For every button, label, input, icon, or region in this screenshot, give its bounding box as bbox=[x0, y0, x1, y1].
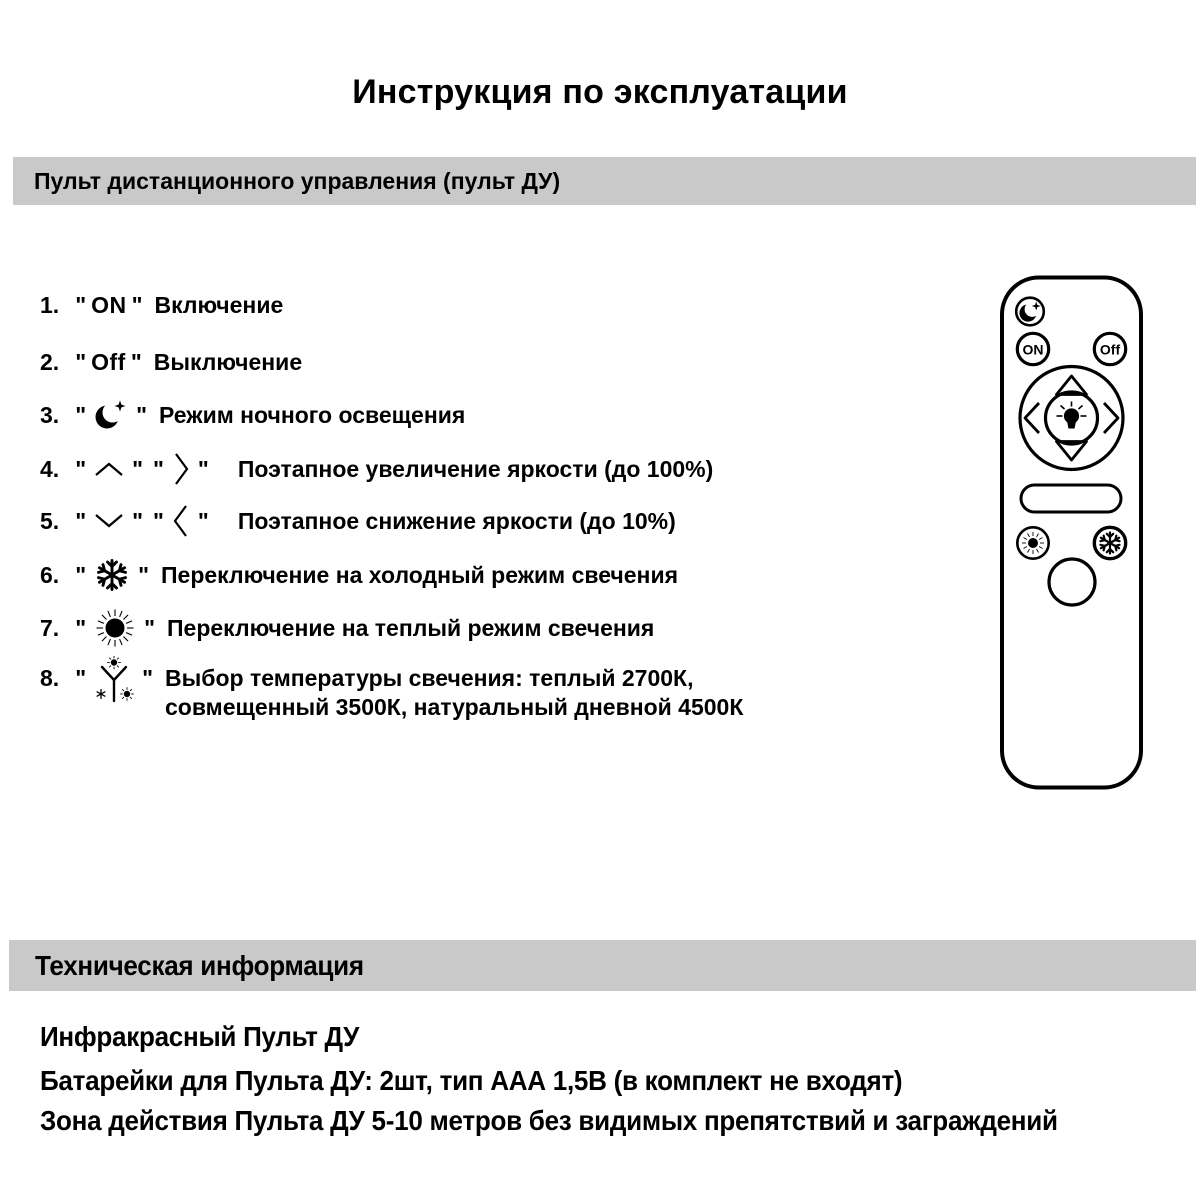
quote-mark: " bbox=[75, 561, 87, 588]
quote-mark: " bbox=[132, 507, 143, 534]
svg-text:Off: Off bbox=[1099, 341, 1121, 358]
section-heading-tech bbox=[9, 940, 1196, 991]
quote-mark: " bbox=[75, 348, 87, 375]
quote-mark: " bbox=[75, 291, 87, 318]
item-text: Режим ночного освещения bbox=[159, 401, 466, 428]
instruction-item-1 bbox=[40, 288, 283, 322]
quote-mark: " bbox=[197, 507, 209, 534]
quote-mark: " bbox=[75, 614, 87, 641]
instruction-item-4 bbox=[40, 452, 713, 486]
instruction-item-7 bbox=[40, 611, 654, 645]
quote-mark: " bbox=[197, 455, 209, 482]
remote-control-diagram bbox=[999, 275, 1145, 793]
quote-mark: " bbox=[142, 665, 153, 691]
quote-mark: " bbox=[132, 455, 143, 482]
item-number: 3. bbox=[40, 401, 60, 428]
temp-select-icon bbox=[93, 656, 135, 706]
item-text: Включение bbox=[154, 291, 284, 318]
quote-mark: " bbox=[130, 348, 142, 375]
tech-info-line-1: Инфракрасный Пульт ДУ bbox=[40, 1021, 360, 1052]
item-text: Переключение на теплый режим свечения bbox=[167, 614, 655, 641]
off-label: Off bbox=[91, 348, 126, 375]
item-number: 7. bbox=[40, 614, 60, 641]
instruction-item-3 bbox=[40, 398, 465, 432]
section-heading-tech-label: Техническая информация bbox=[35, 949, 364, 981]
on-label: ON bbox=[91, 291, 127, 318]
section-heading-remote bbox=[13, 157, 1196, 205]
instruction-item-2 bbox=[40, 345, 302, 379]
quote-mark: " bbox=[75, 401, 87, 428]
quote-mark: " bbox=[131, 291, 143, 318]
quote-mark: " bbox=[75, 507, 87, 534]
item-number: 2. bbox=[40, 348, 60, 375]
quote-mark: " bbox=[153, 507, 164, 534]
item-number: 8. bbox=[40, 665, 60, 691]
quote-mark: " bbox=[75, 455, 87, 482]
quote-mark: " bbox=[75, 665, 87, 691]
item-text-line-1: Выбор температуры свечения: теплый 2700К, bbox=[165, 665, 694, 691]
item-number: 6. bbox=[40, 561, 60, 588]
item-text: Переключение на холодный режим свечения bbox=[161, 561, 679, 588]
instruction-item-5 bbox=[40, 504, 676, 538]
tech-info-line-2: Батарейки для Пульта ДУ: 2шт, тип ААА 1,5В (в комплект не входят) bbox=[40, 1065, 903, 1096]
instruction-item-8 bbox=[40, 664, 743, 722]
svg-text:ON: ON bbox=[1022, 341, 1044, 358]
chevron-down-icon bbox=[93, 511, 125, 531]
item-number: 5. bbox=[40, 507, 60, 534]
moon-icon bbox=[93, 397, 129, 433]
sun-icon bbox=[93, 606, 137, 650]
item-text: Поэтапное увеличение яркости (до 100%) bbox=[237, 455, 714, 482]
quote-mark: " bbox=[138, 561, 149, 588]
instruction-item-6 bbox=[40, 558, 678, 592]
quote-mark: " bbox=[136, 401, 147, 428]
item-number: 1. bbox=[40, 291, 60, 318]
section-heading-remote-label: Пульт дистанционного управления (пульт ДУ) bbox=[34, 167, 561, 194]
snowflake-icon bbox=[93, 556, 131, 594]
tech-info-line-3: Зона действия Пульта ДУ 5-10 метров без видимых препятствий и заграждений bbox=[40, 1105, 1058, 1136]
item-number: 4. bbox=[40, 455, 60, 482]
page-title: Инструкция по эксплуатации bbox=[352, 73, 848, 111]
item-text: Поэтапное снижение яркости (до 10%) bbox=[237, 507, 676, 534]
quote-mark: " bbox=[153, 455, 164, 482]
item-text: Выключение bbox=[153, 348, 303, 375]
warm-mode-button bbox=[1017, 527, 1048, 558]
quote-mark: " bbox=[144, 614, 155, 641]
chevron-right-icon bbox=[171, 449, 191, 489]
chevron-left-icon bbox=[171, 501, 191, 541]
item-text bbox=[165, 664, 743, 722]
chevron-up-icon bbox=[93, 459, 125, 479]
item-text-line-2: совмещенный 3500К, натуральный дневной 4500К bbox=[165, 694, 744, 720]
